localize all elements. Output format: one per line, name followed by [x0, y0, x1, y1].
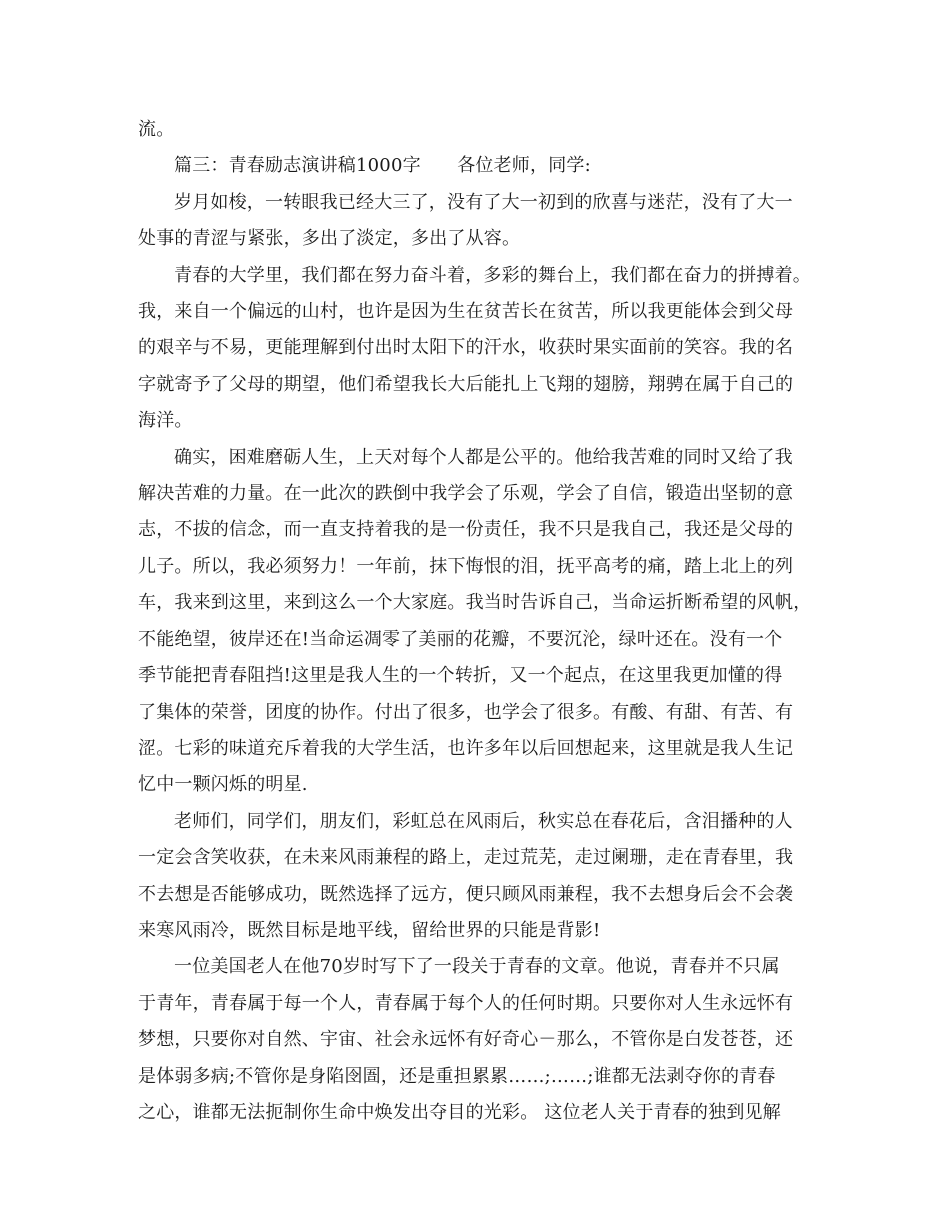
text-line: 字就寄予了父母的期望，他们希望我长大后能扎上飞翔的翅膀，翔骋在属于自己的: [138, 373, 794, 395]
text-line: 解决苦难的力量。在一此次的跌倒中我学会了乐观，学会了自信，锻造出坚韧的意: [138, 483, 794, 505]
text-line: 儿子。所以，我必须努力！一年前，抹下悔恨的泪，抚平高考的痛，踏上北上的列: [138, 555, 794, 577]
document-body: [138, 112, 818, 1131]
text-line: 来寒风雨冷，既然目标是地平线，留给世界的只能是背影!: [138, 919, 601, 941]
text-line: 是体弱多病;不管你是身陷囹圄，还是重担累累……;……;谁都无法剥夺你的青春: [138, 1065, 776, 1087]
text-line: 之心，谁都无法扼制你生命中焕发出夺目的光彩。 这位老人关于青春的独到见解: [138, 1101, 781, 1123]
text-line: 季节能把青春阻挡!这里是我人生的一个转折，又一个起点，在这里我更加懂的得: [138, 665, 783, 687]
text-line: 一位美国老人在他70岁时写下了一段关于青春的文章。他说，青春并不只属: [174, 956, 780, 978]
text-line: 确实，困难磨砺人生，上天对每个人都是公平的。他给我苦难的同时又给了我: [174, 446, 793, 468]
text-line: 忆中一颗闪烁的明星.: [138, 774, 308, 796]
text-line: 篇三：青春励志演讲稿1000字 各位老师，同学:: [174, 155, 591, 177]
text-line: 处事的青涩与紧张，多出了淡定，多出了从容。: [138, 228, 521, 250]
text-line: 车，我来到这里，来到这么一个大家庭。我当时告诉自己，当命运折断希望的风帆，: [138, 592, 812, 614]
text-line: 青春的大学里，我们都在努力奋斗着，多彩的舞台上，我们都在奋力的拼搏着。: [174, 264, 811, 286]
text-line: 不能绝望，彼岸还在!当命运凋零了美丽的花瓣，不要沉沦，绿叶还在。没有一个: [138, 628, 783, 650]
text-line: 我，来自一个偏远的山村，也许是因为生在贫苦长在贫苦，所以我更能体会到父母: [138, 301, 794, 323]
text-line: 海洋。: [138, 410, 193, 432]
text-line: 了集体的荣誉，团度的协作。付出了很多，也学会了很多。有酸、有甜、有苦、有: [138, 701, 794, 723]
text-line: 老师们，同学们，朋友们，彩虹总在风雨后，秋实总在春花后，含泪播种的人: [174, 810, 793, 832]
text-line: 梦想，只要你对自然、宇宙、社会永远怀有好奇心－那么，不管你是白发苍苍，还: [138, 1029, 794, 1051]
text-line: 涩。七彩的味道充斥着我的大学生活，也许多年以后回想起来，这里就是我人生记: [138, 737, 794, 759]
text-line: 一定会含笑收获，在未来风雨兼程的路上，走过荒芜，走过阑珊，走在青春里，我: [138, 847, 794, 869]
text-line: 志，不拔的信念，而一直支持着我的是一份责任，我不只是我自己，我还是父母的: [138, 519, 794, 541]
text-line: 流。: [138, 119, 175, 140]
text-line: 岁月如梭，一转眼我已经大三了，没有了大一初到的欣喜与迷茫，没有了大一: [174, 191, 793, 213]
text-line: 的艰辛与不易，更能理解到付出时太阳下的汗水，收获时果实面前的笑容。我的名: [138, 337, 794, 359]
text-line: 不去想是否能够成功，既然选择了远方，便只顾风雨兼程，我不去想身后会不会袭: [138, 883, 794, 905]
text-line: 于青年，青春属于每一个人，青春属于每个人的任何时期。只要你对人生永远怀有: [138, 992, 794, 1014]
